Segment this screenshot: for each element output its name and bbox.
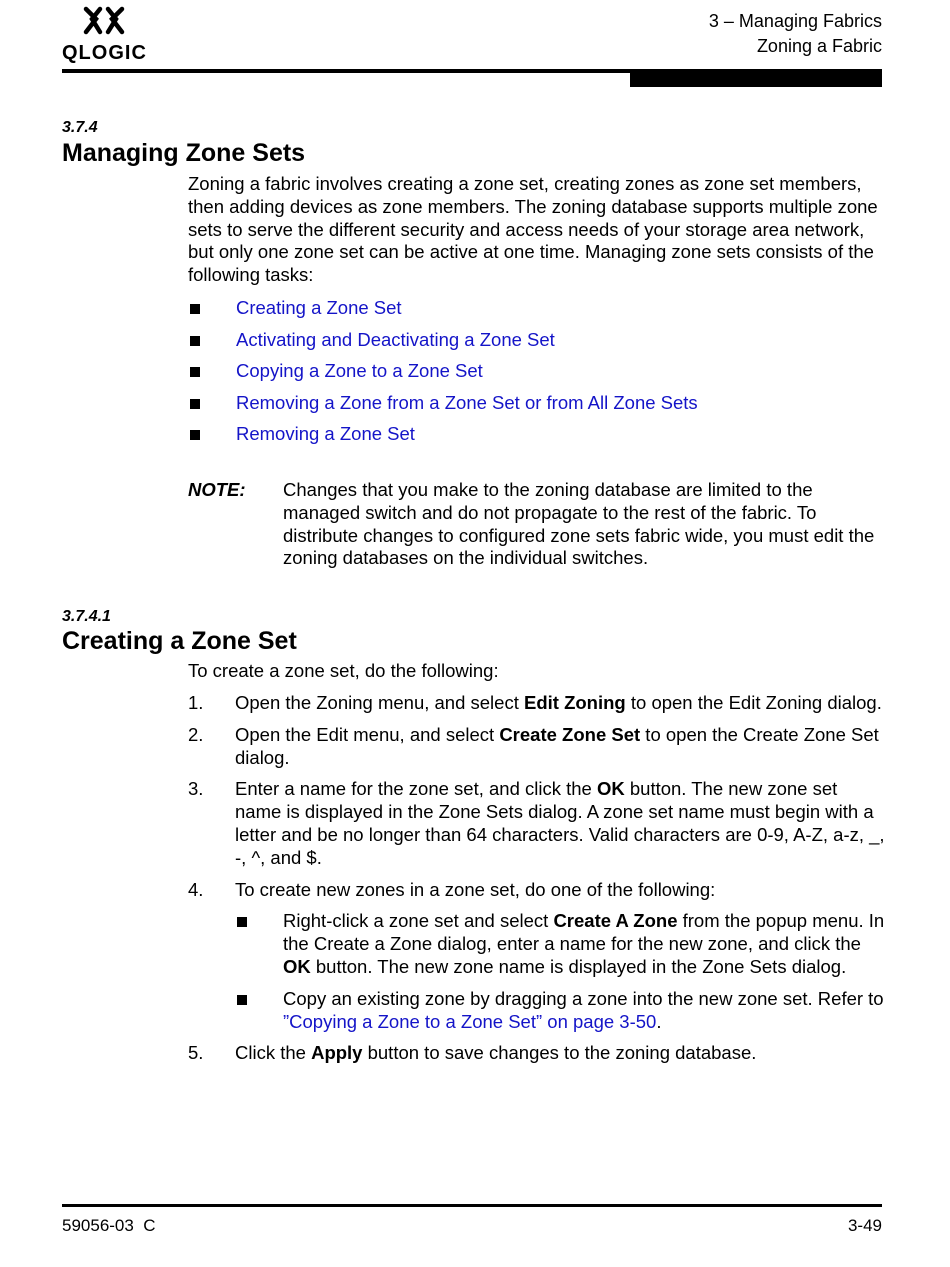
list-item bbox=[188, 391, 888, 423]
step-text: Click the Apply button to save changes to the zoning database. bbox=[235, 1042, 757, 1064]
link-creating-zone-set[interactable]: Creating a Zone Set bbox=[236, 297, 402, 318]
ui-term: OK bbox=[283, 955, 311, 977]
procedure-steps bbox=[188, 692, 888, 1074]
step-text: Enter a name for the zone set, and click the OK button. The new zone set name is displayed in the Zone Sets dialog. A zone set name must begin with a letter and be no longer than 64 characters. Valid characters are 0-9, A-Z, a-z, _, -, ^, and $. bbox=[235, 778, 885, 868]
step-number: 4. bbox=[188, 878, 204, 900]
procedure-intro: To create a zone set, do the following: bbox=[188, 660, 499, 681]
step-text: To create new zones in a zone set, do one of the following: bbox=[235, 878, 716, 900]
qlogic-mark-icon bbox=[82, 6, 126, 36]
bullet-square-icon bbox=[190, 430, 200, 440]
bullet-square-icon bbox=[190, 304, 200, 314]
link-removing-zone-set[interactable]: Removing a Zone Set bbox=[236, 423, 415, 444]
document-id: 59056-03 C bbox=[62, 1216, 156, 1235]
qlogic-logo bbox=[62, 6, 152, 62]
ui-term: Apply bbox=[311, 1042, 363, 1064]
list-item bbox=[188, 422, 888, 454]
step-item bbox=[188, 724, 888, 770]
ui-term: OK bbox=[596, 778, 625, 800]
note-label: NOTE: bbox=[188, 479, 246, 500]
ui-term: Edit Zoning bbox=[524, 692, 626, 713]
chapter-title: 3 – Managing Fabrics bbox=[708, 11, 882, 31]
note-text: Changes that you make to the zoning database are limited to the managed switch and do not propagate to the rest of the fabric. To distribute changes to configured zone sets fabric wide, you must edit the zoning databases on the individual switches. bbox=[283, 479, 875, 569]
running-header bbox=[709, 9, 882, 59]
step-number: 5. bbox=[188, 1042, 204, 1064]
substep-text: Right-click a zone set and select Create A Zone from the popup menu. In the Create a Zone dialog, enter a name for the new zone, and click the OK button. The new zone name is displayed in the Zone Sets dialog. bbox=[283, 910, 885, 977]
section-heading: Managing Zone Sets bbox=[62, 139, 306, 167]
link-removing-zone[interactable]: Removing a Zone from a Zone Set or from All Zone Sets bbox=[236, 391, 698, 413]
list-item bbox=[188, 359, 888, 391]
step-item bbox=[188, 778, 888, 869]
step-text: Open the Edit menu, and select Create Zone Set to open the Create Zone Set dialog. bbox=[235, 723, 879, 768]
bullet-square-icon bbox=[190, 336, 200, 346]
section-title: Zoning a Fabric bbox=[756, 36, 882, 56]
task-list bbox=[188, 296, 888, 454]
step-number: 2. bbox=[188, 723, 204, 745]
cross-reference-link[interactable]: ”Copying a Zone to a Zone Set” on page 3-50 bbox=[283, 1010, 657, 1032]
bullet-square-icon bbox=[237, 917, 247, 927]
logo-wordmark: QLOGIC bbox=[62, 42, 147, 64]
substep-item bbox=[235, 988, 888, 1034]
intro-paragraph: Zoning a fabric involves creating a zone set, creating zones as zone set members, then adding devices as zone members. The zoning database supports multiple zone sets to serve the different security and access needs of your storage area network, but only one zone set can be active at one time. Managing zone sets consists of the following tasks: bbox=[188, 173, 878, 286]
link-copying-zone[interactable]: Copying a Zone to a Zone Set bbox=[236, 360, 483, 381]
list-item bbox=[188, 328, 888, 360]
subsection-heading: Creating a Zone Set bbox=[62, 627, 297, 655]
bullet-square-icon bbox=[190, 399, 200, 409]
header-rule-block bbox=[630, 69, 882, 87]
bullet-square-icon bbox=[190, 367, 200, 377]
subsection-number: 3.7.4.1 bbox=[62, 608, 111, 625]
step-item bbox=[188, 879, 888, 1034]
step-number: 3. bbox=[188, 778, 204, 800]
link-activating-zone-set[interactable]: Activating and Deactivating a Zone Set bbox=[236, 328, 555, 350]
substep-item bbox=[235, 910, 888, 978]
ui-term: Create Zone Set bbox=[499, 723, 641, 745]
footer-rule bbox=[62, 1204, 882, 1207]
step-number: 1. bbox=[188, 692, 204, 713]
page-number: 3-49 bbox=[847, 1216, 882, 1235]
step-text: Open the Zoning menu, and select Edit Zoning to open the Edit Zoning dialog. bbox=[235, 692, 882, 713]
section-number: 3.7.4 bbox=[62, 119, 98, 136]
ui-term: Create A Zone bbox=[553, 910, 678, 932]
list-item bbox=[188, 296, 888, 328]
step-item bbox=[188, 692, 888, 715]
substep-text: Copy an existing zone by dragging a zone into the new zone set. Refer to ”Copying a Zone to a Zone Set” on page 3-50. bbox=[283, 987, 884, 1032]
bullet-square-icon bbox=[237, 995, 247, 1005]
step-item bbox=[188, 1042, 888, 1065]
